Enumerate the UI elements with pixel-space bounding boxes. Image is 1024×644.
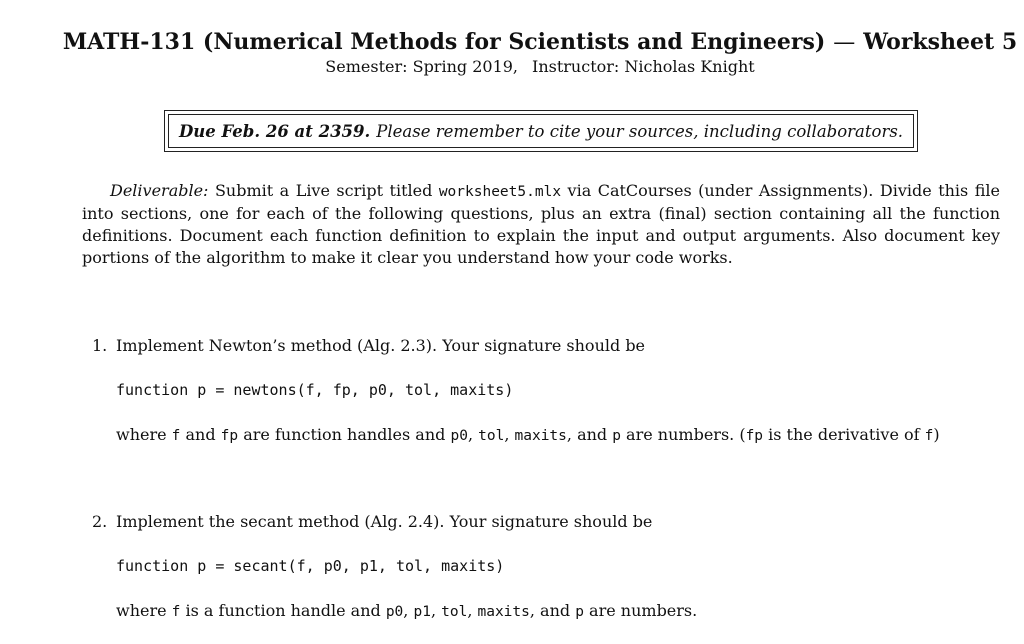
code-signature-secant: function p = secant(f, p0, p1, tol, maxits)	[116, 557, 505, 575]
question-2-description	[116, 601, 697, 620]
deliverable-filename: worksheet5.mlx	[438, 184, 562, 200]
desc-text: )	[933, 425, 940, 444]
desc-text: ,	[403, 601, 414, 620]
desc-text: are function handles and	[238, 425, 451, 444]
desc-code: fp	[745, 428, 764, 444]
question-number: 2.	[92, 512, 108, 531]
desc-code: p	[575, 604, 584, 620]
desc-code: p1	[413, 604, 431, 620]
desc-code: f	[171, 604, 181, 620]
desc-code: f	[924, 428, 934, 444]
question-prompt: Implement the secant method (Alg. 2.4). Your signature should be	[116, 512, 653, 531]
title-dash: —	[833, 30, 856, 55]
deliverable-text-2: via CatCourses (under Assignments). Divide this file into sections, one for each of the following questions, plus an extra (final) section containing all the function definitions. Document each function definition to explain the input and output arguments. Also document key portions of the algorithm to make it clear you understand how your code works.	[82, 181, 1000, 267]
desc-text: are numbers.	[583, 601, 698, 620]
question-1-description	[116, 425, 940, 444]
desc-text: ,	[467, 601, 478, 620]
question-number: 1.	[92, 336, 108, 355]
question-1	[92, 336, 645, 355]
due-box	[164, 110, 918, 152]
question-2	[92, 512, 652, 531]
deliverable-label: Deliverable:	[110, 181, 209, 200]
semester: Semester: Spring 2019,	[325, 57, 519, 76]
desc-code: f	[171, 428, 181, 444]
question-prompt: Implement Newton’s method (Alg. 2.3). Your signature should be	[116, 336, 646, 355]
desc-text: is a function handle and	[180, 601, 386, 620]
desc-code: tol	[478, 428, 505, 444]
desc-text: , and	[529, 601, 576, 620]
desc-text: where	[116, 601, 172, 620]
deliverable-paragraph	[82, 180, 1000, 269]
desc-text: , and	[566, 425, 613, 444]
subtitle	[0, 57, 1024, 76]
desc-code: tol	[441, 604, 468, 620]
desc-text: are numbers. (	[620, 425, 746, 444]
desc-code: p0	[450, 428, 468, 444]
due-date: Due Feb. 26 at 2359.	[178, 121, 371, 141]
worksheet-title	[0, 29, 1024, 55]
deliverable-text-1: Submit a Live script titled	[208, 181, 439, 200]
desc-code: p	[612, 428, 621, 444]
cite-note: Please remember to cite your sources, including collaborators.	[376, 121, 904, 141]
due-box-inner	[168, 114, 914, 148]
worksheet-number: Worksheet 5	[863, 29, 1018, 55]
desc-text: ,	[467, 425, 479, 444]
desc-text: ,	[504, 425, 515, 444]
instructor: Instructor: Nicholas Knight	[532, 57, 755, 76]
desc-code: maxits	[514, 428, 567, 444]
desc-text: where	[116, 425, 172, 444]
desc-code: maxits	[477, 604, 530, 620]
desc-text: ,	[430, 601, 442, 620]
course-title: MATH-131 (Numerical Methods for Scientists and Engineers)	[62, 29, 826, 55]
desc-code: fp	[220, 428, 239, 444]
desc-text: is the derivative of	[763, 425, 925, 444]
desc-code: p0	[385, 604, 404, 620]
code-signature-newtons: function p = newtons(f, fp, p0, tol, maxits)	[116, 381, 514, 399]
desc-text: and	[180, 425, 221, 444]
